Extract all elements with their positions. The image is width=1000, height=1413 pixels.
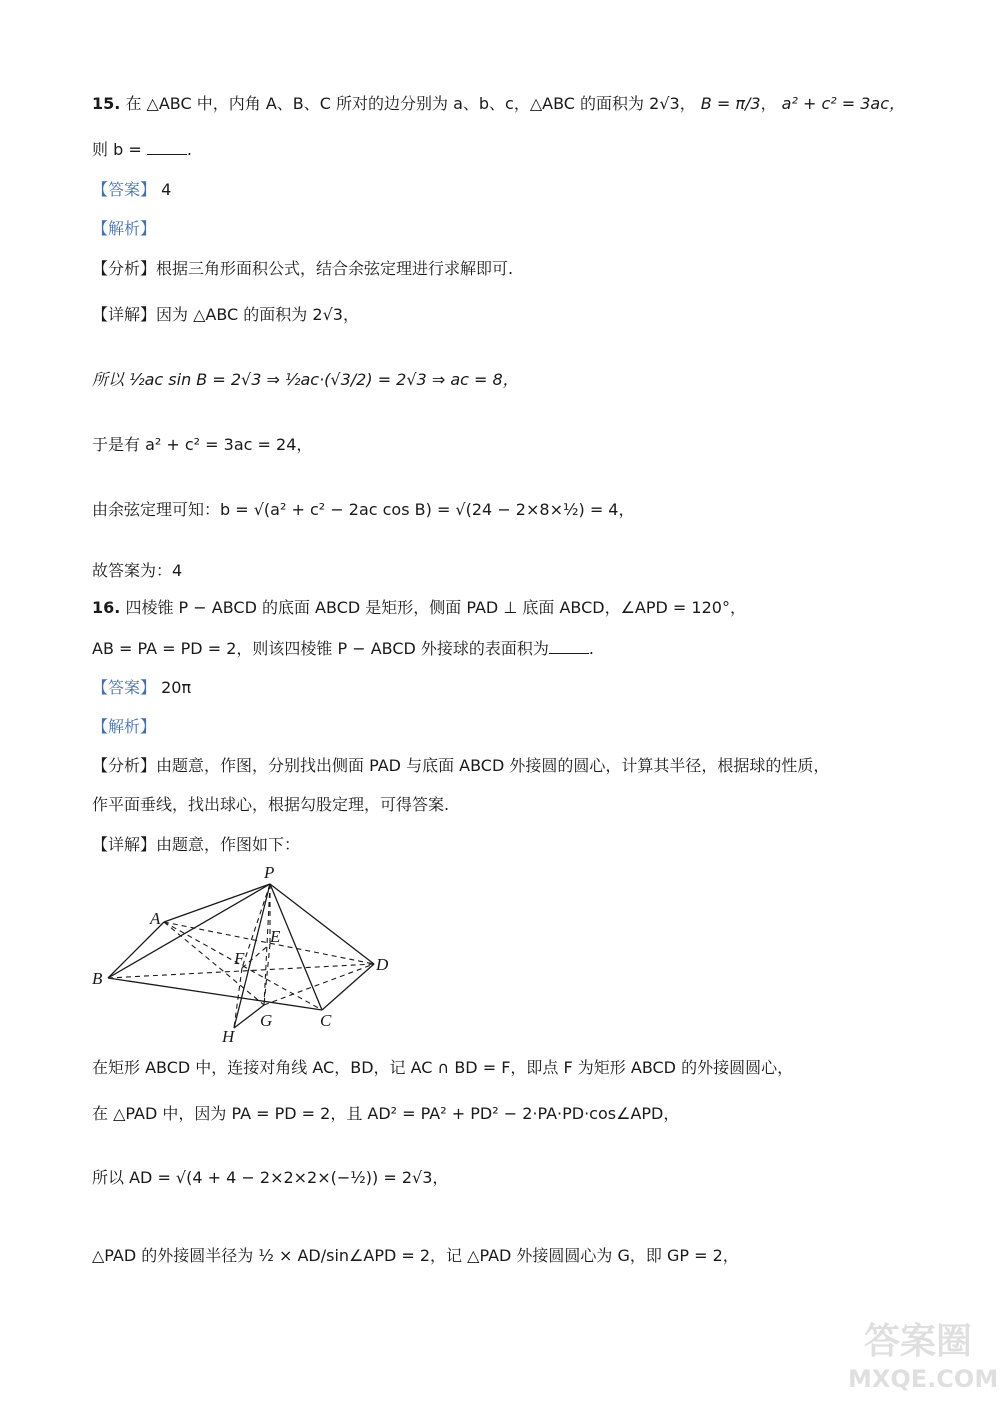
xj5-text: 故答案为：4 <box>92 561 183 580</box>
q15-line1: 15. 在 △ABC 中，内角 A、B、C 所对的边分别为 a、b、c，△ABC 的面积为 2√3， B = π/3， a² + c² = 3ac， <box>92 94 906 113</box>
label-H: H <box>222 1027 235 1046</box>
edge-PD <box>270 884 374 964</box>
q16-fenxi1 <box>92 754 829 778</box>
edge-GD <box>264 964 374 1005</box>
xj2-text: 所以 ½ac sin B = 2√3 ⇒ ½ac·(√3/2) = 2√3 ⇒ ac = 8， <box>92 370 519 389</box>
answer-blank <box>147 140 187 155</box>
label-F: F <box>234 949 245 968</box>
q16-xj2 <box>92 1056 793 1080</box>
answer-value: 4 <box>161 180 172 199</box>
xj5-text: △PAD 的外接圆半径为 ½ × AD/sin∠APD = 2，记 △PAD 外接圆圆心为 G，即 GP = 2， <box>92 1246 739 1265</box>
fenxi-tag: 【分析】 <box>92 756 157 775</box>
q16-xj3 <box>92 1102 679 1126</box>
label-B: B <box>92 969 103 988</box>
edge-CD <box>322 964 374 1010</box>
q16-line1 <box>92 596 746 620</box>
q15-text1: 在 △ABC 中，内角 A、B、C 所对的边分别为 a、b、c，△ABC 的面积为 <box>125 94 645 113</box>
q16-xj4 <box>92 1166 448 1190</box>
label-E: E <box>270 927 281 946</box>
q15-cond-b: B = π/3 <box>700 94 761 113</box>
label-P: P <box>264 863 275 882</box>
xiangjie-tag: 【详解】 <box>92 305 157 324</box>
q15-fenxi <box>92 257 513 281</box>
q16-answer <box>92 676 191 700</box>
answer-tag: 【答案】 <box>92 678 157 697</box>
watermark <box>848 1320 999 1405</box>
answer-blank <box>549 639 589 654</box>
xj1-text: 由题意，作图如下： <box>156 835 301 854</box>
fenxi1-text: 由题意，作图，分别找出侧面 PAD 与底面 ABCD 外接圆的圆心，计算其半径，根据球的性质， <box>156 756 830 775</box>
fenxi-tag: 【分析】 <box>92 259 157 278</box>
q15-number: 15. <box>92 94 121 113</box>
label-C: C <box>320 1011 332 1030</box>
q15-xj4 <box>92 498 635 522</box>
q15-area: 2√3 <box>649 94 680 113</box>
xj1-text: 因为 △ABC 的面积为 2√3， <box>156 305 359 324</box>
q15-xj1 <box>92 303 359 327</box>
q15-line2-text: 则 b = <box>92 140 147 159</box>
label-D: D <box>376 955 389 974</box>
answer-tag: 【答案】 <box>92 180 157 199</box>
edge-BP <box>108 884 270 978</box>
answer-value: 20π <box>161 678 192 697</box>
q16-number: 16. <box>92 598 121 617</box>
edge-AP <box>164 884 270 922</box>
xj3-text: 于是有 a² + c² = 3ac = 24， <box>92 435 313 454</box>
q16-fenxi2 <box>92 793 449 817</box>
q15-xj2 <box>92 368 519 392</box>
xj3-text: 在 △PAD 中，因为 PA = PD = 2，且 AD² = PA² + PD² − 2·PA·PD·cos∠APD， <box>92 1104 680 1123</box>
watermark-bottom: MXQE.COM <box>848 1365 999 1393</box>
pyramid-figure <box>88 860 408 1050</box>
q15-cond-eq: a² + c² = 3ac， <box>781 94 906 113</box>
xj4-text: 由余弦定理可知：b = √(a² + c² − 2ac cos B) = √(24 − 2×8×½) = 4， <box>92 500 635 519</box>
analysis-tag: 【解析】 <box>92 219 157 238</box>
analysis-tag: 【解析】 <box>92 717 157 736</box>
q16-text1: 四棱锥 P − ABCD 的底面 ABCD 是矩形，侧面 PAD ⊥ 底面 ABCD，∠APD = 120°， <box>125 598 746 617</box>
watermark-top: 答案圈 <box>863 1321 972 1362</box>
xj4-text: 所以 AD = √(4 + 4 − 2×2×2×(−½)) = 2√3， <box>92 1168 449 1187</box>
q15-line2: 则 b = . <box>92 140 192 159</box>
edge-BC <box>108 978 322 1010</box>
q16-xj1 <box>92 833 300 857</box>
edge-PC <box>270 884 322 1010</box>
q15-analysis <box>92 217 156 241</box>
q15-answer <box>92 178 171 202</box>
edge-AG <box>164 922 264 1005</box>
xiangjie-tag: 【详解】 <box>92 835 157 854</box>
q15-xj3 <box>92 433 312 457</box>
fenxi-text: 根据三角形面积公式，结合余弦定理进行求解即可. <box>156 259 514 278</box>
q16-line2: AB = PA = PD = 2，则该四棱锥 P − ABCD 外接球的表面积为 . <box>92 639 595 658</box>
fenxi2-text: 作平面垂线，找出球心，根据勾股定理，可得答案. <box>92 795 450 814</box>
q16-analysis <box>92 715 156 739</box>
q16-xj5 <box>92 1244 739 1268</box>
label-A: A <box>150 909 161 928</box>
xj2-text: 在矩形 ABCD 中，连接对角线 AC，BD，记 AC ∩ BD = F，即点 F 为矩形 ABCD 的外接圆圆心， <box>92 1058 794 1077</box>
label-G: G <box>260 1011 273 1030</box>
q16-text2: AB = PA = PD = 2，则该四棱锥 P − ABCD 外接球的表面积为 <box>92 639 549 658</box>
q15-xj5 <box>92 559 182 583</box>
